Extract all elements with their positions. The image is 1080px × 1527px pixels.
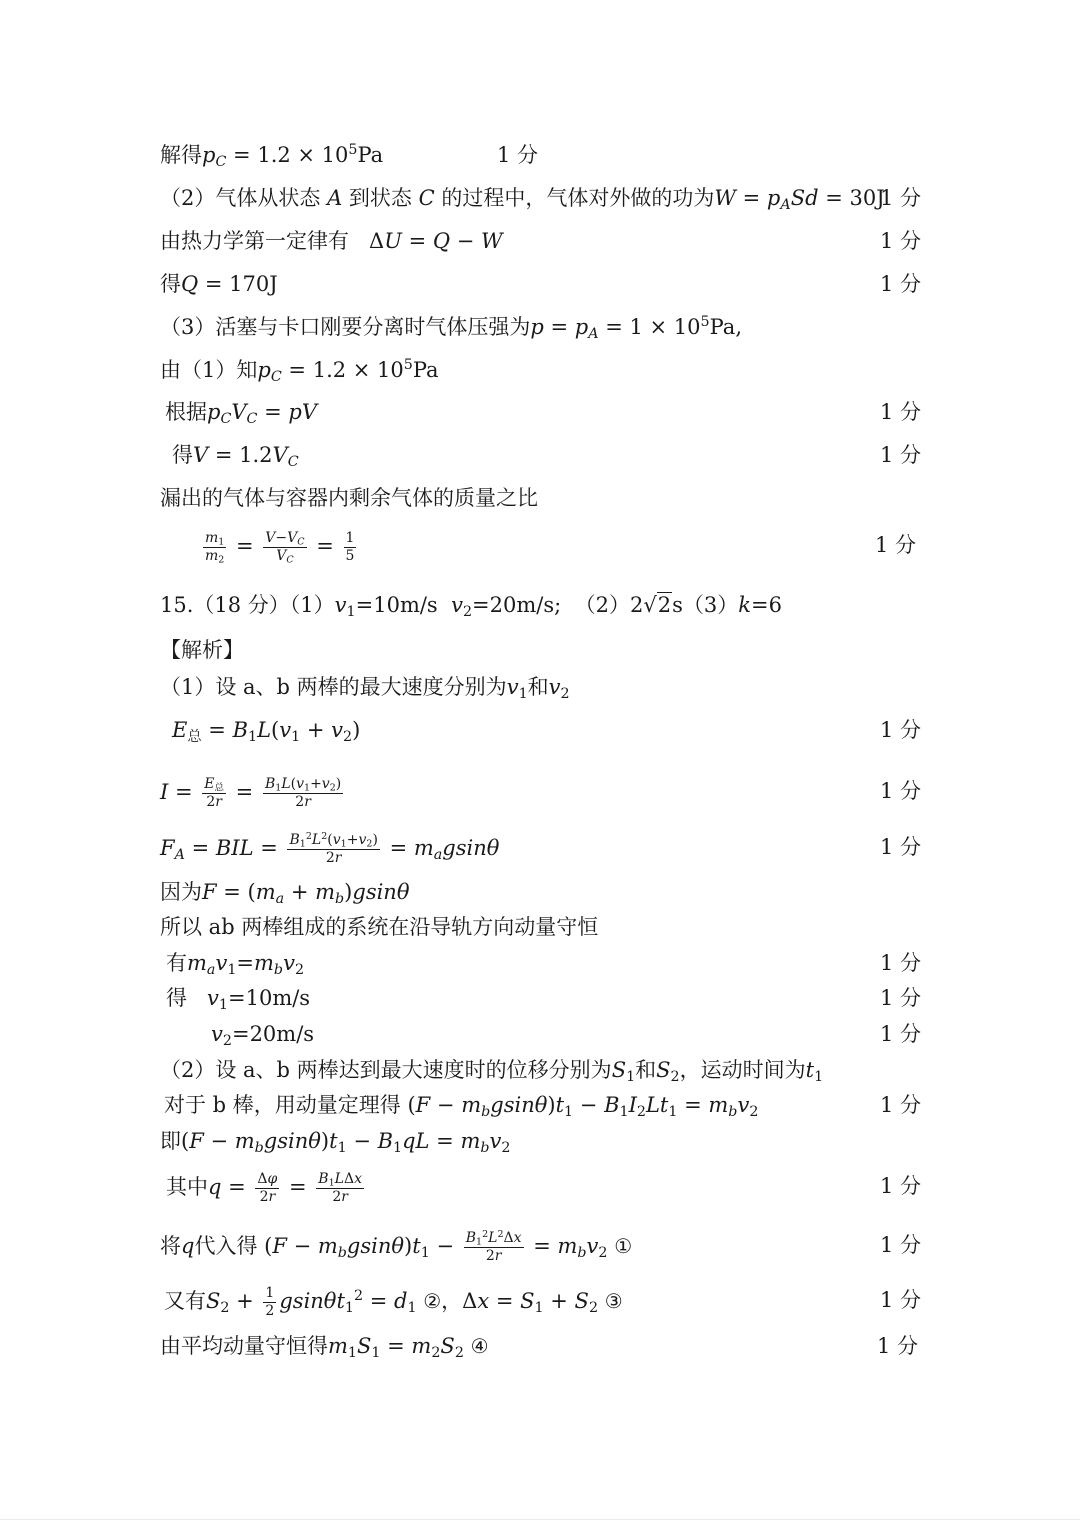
text-fragment: 根据 [165,400,207,424]
line-part2-intro: （2）设 a、b 两棒达到最大速度时的位移分别为$S_1$和$S_2$，运动时间为$t_1$ [160,1058,824,1085]
pa-value: 1 × 10 [629,315,701,339]
text-fragment: 由（1）知 [160,358,258,382]
score-label: 1 分 [880,1233,922,1257]
pc-exponent: 5 [348,142,358,159]
text-fragment: （3） [682,593,739,617]
line-displacement: 又有$S_2$ + $\frac{1}{2}$ $gsin\theta t_1^2 = d_1$ ②，$\Delta x = S_1 + S_2$ ③ [164,1285,623,1319]
text-fragment: 的过程中，气体对外做的功为 [441,186,715,210]
unit: Pa [357,143,384,167]
subscript-total: 总 [187,728,202,745]
line-impulse-theorem: 对于 b 棒，用动量定理得 $(F - m_bgsin\theta)t_1 - B_1I_2Lt_1 = m_bv_2$ [164,1093,759,1120]
score-label: 1 分 [880,272,922,296]
score-label: 1 分 [880,835,922,859]
line-work-done: （2）气体从状态 A 到状态 C 的过程中，气体对外做的功为$W = p_ASd = 30J$ [160,186,885,213]
equation-mark: ② [423,1289,442,1313]
line-momentum-eq: 有$m_av_1=m_bv_2$ [166,951,305,978]
text-fragment: 15.（18 分）（1） [160,593,335,617]
text-fragment: 代入得 [194,1234,258,1258]
v1-value: 10m/s [245,986,311,1010]
text-fragment: 由热力学第一定律有 [160,229,349,253]
line-volume-result: 得$V = 1.2V_C$ [172,443,299,470]
unit: Pa [412,358,439,382]
score-label: 1 分 [880,1093,922,1117]
pc-value: 1.2 × 10 [312,358,404,382]
text-fragment: 漏出的气体与容器内剩余气体的质量之比 [160,486,538,510]
equation-mark: ④ [470,1334,489,1358]
text-fragment: 对于 b 棒，用动量定理得 [164,1093,401,1117]
line-v2-result: $v_2=20m/s$ [211,1022,315,1049]
pc-value: 1.2 × 10 [257,143,349,167]
line-substitute-q: 将q代入得 $(F - m_bgsin\theta)t_1$ − $\frac{B_1^2L^2\Delta x}{2r}$ = $m_bv_2$ ① [160,1228,633,1264]
fraction: $\frac{B_1^2L^2(v_1+v_2)}{2r}$ [289,830,378,866]
text-fragment: 得 [172,443,193,467]
text-fragment: 有 [166,951,187,975]
score-label: 1 分 [880,718,922,742]
score-label: 1 分 [880,986,922,1010]
fraction: $\frac{V-V_C}{V_C}$ [265,530,305,566]
line-first-law: 由热力学第一定律有 ΔU = Q − W [160,229,503,253]
subscript-total: 总 [214,782,224,794]
k-value: 6 [768,593,782,617]
page-bottom-edge [0,1519,1080,1520]
fraction: $\frac{B_1^2L^2\Delta x}{2r}$ [465,1228,522,1264]
text-fragment: 和 [635,1058,657,1082]
line-mass-ratio-formula: $\frac{m_1}{m_2}$ = $\frac{V-V_C}{V_C}$ = $\frac{1}{5}$ [205,530,355,566]
score-label: 1 分 [880,1288,922,1312]
score-label: 1 分 [875,533,917,557]
volume-coefficient: 1.2 [239,443,273,467]
text-fragment: 所以 ab 两棒组成的系统在沿导轨方向动量守恒 [160,915,599,939]
text-fragment: 又有 [164,1289,206,1313]
score-label: 1 分 [880,1174,922,1198]
text-fragment: 将 [160,1234,181,1258]
time-radicand: 2 [657,593,672,617]
fraction: $\frac{1}{2}$ [265,1285,275,1319]
text-fragment: （2） [574,593,630,617]
line-avg-momentum: 由平均动量守恒得$m_1S_1 = m_2S_2$ ④ [160,1334,489,1361]
v2-value: 20m/s [249,1022,315,1046]
line-impulse-charge: 即$(F - m_bgsin\theta)t_1 - B_1qL = m_bv_2$ [160,1129,511,1156]
text-fragment: 和 [527,675,549,699]
line-problem-15-answer: 15.（18 分）$(1)v_1=10m/s$ $v_2=20m/s$; （2）2√2s（3）k=6 [160,593,782,620]
heat-value: 170J [229,272,278,296]
fraction: $\frac{E_总}{2r}$ [204,776,224,810]
text-fragment: 【解析】 [160,638,244,662]
line-mass-ratio-intro [160,483,538,513]
line-current: I = $\frac{E_总}{2r}$ = $\frac{B_1L(v_1+v_2)}{2r}$ [160,776,342,810]
fraction: $\frac{1}{5}$ [345,530,355,564]
line-boyle: 根据$p_CV_C$ = pV [165,400,318,427]
text-fragment: 解得 [160,143,202,167]
text-fragment: 其中 [166,1175,208,1199]
score-label: 1 分 [880,779,922,803]
text-fragment: 即 [160,1129,181,1153]
text-fragment: 由平均动量守恒得 [160,1334,328,1358]
line-ampere-force: $F_A$ = BIL = $\frac{B_1^2L^2(v_1+v_2)}{2r}$ = $m_agsin\theta$ [160,830,500,866]
text-fragment: （2）气体从状态 [160,186,321,210]
text-fragment: ，运动时间为 [679,1058,806,1082]
text-fragment: （3）活塞与卡口刚要分离时气体压强为 [160,315,531,339]
score-label: 1 分 [880,951,922,975]
score-label: 1 分 [880,186,922,210]
v1-value: 10m/s [373,593,438,617]
pc-exponent: 5 [403,357,413,374]
line-emf-total: $E_总 = B_1L(v_1 + v_2)$ [172,718,361,745]
equation-mark: ③ [604,1289,623,1313]
line-known-pc: 由（1）知$p_C = 1.2 \times 10^5Pa$ [160,357,439,385]
line-analysis-heading [160,635,244,665]
line-charge: 其中q = $\frac{\Delta\varphi}{2r}$ = $\frac{B_1L\Delta x}{2r}$ [166,1171,362,1205]
text-fragment: （1）设 a、b 两棒的最大速度分别为 [160,675,507,699]
text-fragment: 因为 [160,880,202,904]
line-because-force: 因为$F = (m_a + m_b)gsin\theta$ [160,880,410,907]
line-pressure-separation: （3）活塞与卡口刚要分离时气体压强为$p = p_A = 1 \times 10^5Pa$, [160,314,742,342]
score-label: 1 分 [880,400,922,424]
line-heat-result: 得Q = 170J [160,272,278,296]
text-fragment: 得 [160,272,181,296]
pa-exponent: 5 [700,314,710,331]
fraction: $\frac{B_1L\Delta x}{2r}$ [318,1171,362,1205]
score-label: 1 分 [877,1334,919,1358]
unit: Pa [709,315,736,339]
text-fragment: （2）设 a、b 两棒达到最大速度时的位移分别为 [160,1058,612,1082]
score-label: 1 分 [880,1022,922,1046]
line-momentum-conserved [160,912,598,942]
fraction: $\frac{B_1L(v_1+v_2)}{2r}$ [264,776,342,810]
score-label: 1 分 [880,229,922,253]
equation-mark: ① [614,1234,633,1258]
line-v1-result: 得 $v_1=10m/s$ [166,986,311,1013]
score-label: 1 分 [880,443,922,467]
text-fragment: 得 [166,986,187,1010]
score-label: 1 分 [497,143,539,167]
text-fragment: 到状态 [348,186,412,210]
unit: s [672,593,683,617]
work-value: 30J [849,186,885,210]
line-pc-result: 解得$p_C = 1.2 \times 10^5Pa$ [160,142,384,170]
v2-value: 20m/s [489,593,555,617]
fraction: $\frac{m_1}{m_2}$ [205,530,225,566]
time-coefficient: 2 [629,593,644,617]
fraction: $\frac{\Delta\varphi}{2r}$ [257,1171,278,1205]
line-part1-intro: （1）设 a、b 两棒的最大速度分别为$v_1$和$v_2$ [160,675,570,702]
